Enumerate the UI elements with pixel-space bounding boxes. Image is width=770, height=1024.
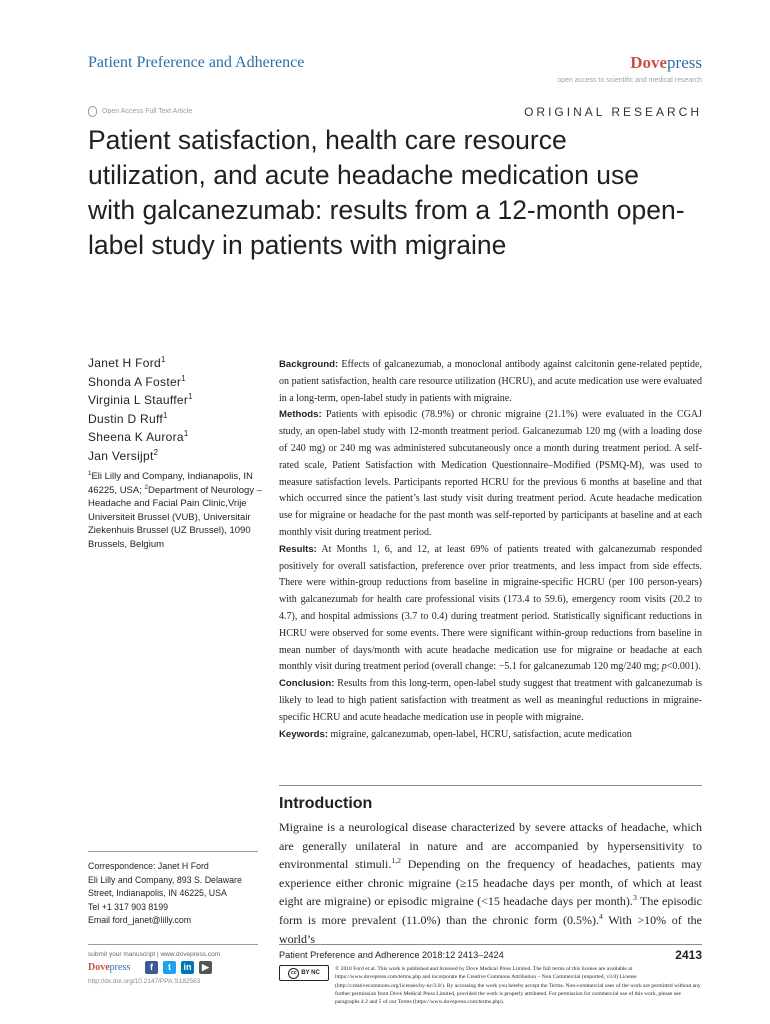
footer-publisher-logo[interactable] xyxy=(88,962,130,973)
author-name: Sheena K Aurora xyxy=(88,430,184,445)
section-divider xyxy=(279,785,702,786)
author-name: Jan Versijpt xyxy=(88,448,154,463)
twitter-icon[interactable]: t xyxy=(163,961,176,974)
open-access-lock-icon xyxy=(88,106,97,117)
affiliation-mark: 2 xyxy=(144,483,148,491)
abstract-results xyxy=(279,542,702,676)
article-title: Patient satisfaction, health care resource utilization, and acute headache medication use with galcanezumab: results from a 12-month open-label study in patients with migraine xyxy=(88,125,685,260)
abstract-conclusion xyxy=(279,676,702,726)
abstract-text: Effects of galcanezumab, a monoclonal antibody against calcitonin gene-related peptide, on patient satisfaction, health care resource utilization (HCRU), and acute medication use were evaluated in a long-term, open-label study in patients with migraine. xyxy=(279,359,702,404)
open-access-label xyxy=(88,106,192,117)
doi-link[interactable]: http://dx.doi.org/10.2147/PPA.S182563 xyxy=(88,978,201,985)
author xyxy=(88,447,258,466)
abstract-keywords xyxy=(279,727,702,744)
intro-sentence: The episodic form is more prevalent (11.0%) than the chronic form (0.5%). xyxy=(279,894,702,927)
correspondence-line: Tel +1 317 903 8199 xyxy=(88,901,168,912)
cc-icon: cc xyxy=(288,968,299,979)
citation-mark: 3 xyxy=(632,893,637,903)
journal-citation: Patient Preference and Adherence 2018:12 2413–2424 xyxy=(279,950,504,960)
affiliation-mark: 1 xyxy=(88,469,92,477)
author-name: Dustin D Ruff xyxy=(88,411,164,426)
author-affiliation-mark: 1 xyxy=(183,429,189,439)
abstract-background xyxy=(279,357,702,407)
correspondence-line: Street, Indianapolis, IN 46225, USA xyxy=(88,888,227,899)
publisher-tagline: open access to scientific and medical research xyxy=(557,77,702,84)
affiliation-text: Department of Neurology – Headache and Facial Pain Clinic,Vrije Universiteit Brussel (VUB), Universitair Ziekenhuis Brussel (UZ Brussel), 1090 Brussels, Belgium xyxy=(88,484,263,550)
footer-divider-right xyxy=(279,944,702,945)
author-affiliation-mark: 1 xyxy=(181,373,186,383)
abstract-text: Results from this long-term, open-label study suggest that treatment with galcanezumab is likely to lead to high patient satisfaction with treatment as well as meaningful reductions in migraine-specific HCRU and acute headache medication use in people with migraine. xyxy=(279,678,702,723)
author-list xyxy=(88,354,258,466)
author xyxy=(88,373,258,392)
article-category: ORIGINAL RESEARCH xyxy=(524,105,702,119)
author xyxy=(88,428,258,447)
intro-sentence: Migraine is a neurological disease characterized by severe attacks of headache, which are generally unilateral in nature and are accompanied by hypersensitivity to environmental stimuli. xyxy=(279,820,702,872)
abstract xyxy=(279,357,702,743)
author-name: Shonda A Foster xyxy=(88,374,182,389)
intro-sentence: With >10% of the world’s xyxy=(279,912,703,946)
affiliations xyxy=(88,470,263,551)
introduction-text xyxy=(279,818,702,948)
license-text: © 2018 Ford et al. This work is published and licensed by Dove Medical Press Limited. The full terms of this license are available at https://www.dovepress.com/terms.php and incorporate the Creative Commons Attribution – Non Commercial (unported, v3.0) License (http://creativecommons.org/licenses/by-nc/3.0/). By accessing the work you hereby accept the Terms. Non-commercial uses of the work are permitted without any further permission from Dove Medical Press Limited, provided the work is properly attributed. For permission for commercial use of this work, please see paragraphs 4.2 and 5 of our Terms (https://www.dovepress.com/terms.php). xyxy=(335,966,701,1006)
publisher-logo-press: press xyxy=(667,53,702,72)
intro-sentence: Depending on the frequency of headaches, patients may experience either chronic migraine (≥15 headache days per month, of which at least eight are migraine) or episodic migraine (<15 headache days per month). xyxy=(279,857,702,909)
linkedin-icon[interactable]: in xyxy=(181,961,194,974)
abstract-text: Patients with episodic (78.9%) or chronic migraine (21.1%) were evaluated in the CGAJ study, an open-label study with 12-month treatment period. Galcanezumab 120 mg (with a loading dose of 240 mg) or 240 mg was administered subcutaneously once a month during treatment period. A self-rated scale, Patient Satisfaction with Medication Questionnaire–Modified (PSMQ-M), was used to measure satisfaction levels. Participants reported HCRU for the previous 6 months at baseline and that which occurred since the patient’s last study visit during treatment period. Acute headache medication use for migraine or headache for the past month was self-reported by participants at baseline and at each monthly visit during treatment period. xyxy=(279,409,702,538)
license-block xyxy=(279,965,702,1006)
abstract-label: Conclusion: xyxy=(279,678,335,690)
author-name: Janet H Ford xyxy=(88,356,161,370)
abstract-methods xyxy=(279,407,702,541)
citation-mark: 4 xyxy=(599,911,603,921)
journal-name: Patient Preference and Adherence xyxy=(88,54,305,71)
author-name: Virginia L Stauffer xyxy=(88,393,189,408)
cc-label: BY NC xyxy=(301,969,320,976)
author-affiliation-mark: 1 xyxy=(188,392,193,402)
youtube-icon[interactable]: ▶ xyxy=(199,961,212,974)
abstract-label: Methods: xyxy=(279,409,322,421)
facebook-icon[interactable]: f xyxy=(145,961,158,974)
publisher-logo-dove: Dove xyxy=(630,53,668,72)
abstract-text: At Months 1, 6, and 12, at least 69% of patients treated with galcanezumab responded positively for overall satisfaction, preference over prior treatments, and less impact from side effects. There were within-group reductions from baseline in migraine-specific HCRU (per 100 person-years) with galcanezumab for health care professional visits (173.4 to 59.6), emergency room visits (20.2 to 4.7), and hospital admissions (3.7 to 0.4) during treatment period. Statistically significant reductions in HCRU were observed for some events. There were significant within-group reductions from baseline in mean number of days/month with acute headache medication use for migraine or headache at each monthly visit during treatment period (overall change: −5.1 for galcanezumab 120 mg/240 mg; xyxy=(279,543,702,673)
submit-manuscript-link[interactable]: submit your manuscript | www.dovepress.com xyxy=(88,951,221,958)
author xyxy=(88,391,258,410)
abstract-text: migraine, galcanezumab, open-label, HCRU, satisfaction, acute medication xyxy=(328,728,632,740)
author xyxy=(88,354,258,373)
introduction-heading: Introduction xyxy=(279,795,373,812)
publisher-logo[interactable] xyxy=(630,53,702,73)
footer-logo-press: press xyxy=(109,962,131,973)
correspondence-line: Eli Lilly and Company, 893 S. Delaware xyxy=(88,874,242,885)
abstract-label: Keywords: xyxy=(279,728,329,740)
author-affiliation-mark: 1 xyxy=(160,355,166,364)
author xyxy=(88,410,258,429)
affiliation-text: Eli Lilly and Company, Indianapolis, IN 46225, USA; xyxy=(88,471,253,496)
abstract-text: <0.001). xyxy=(666,661,701,673)
abstract-label: Background: xyxy=(279,359,339,370)
page-number: 2413 xyxy=(675,948,702,962)
open-access-text: Open Access Full Text Article xyxy=(102,108,193,115)
author-affiliation-mark: 2 xyxy=(153,447,159,457)
creative-commons-badge[interactable] xyxy=(279,965,329,981)
correspondence xyxy=(88,860,258,928)
abstract-label: Results: xyxy=(279,543,317,555)
correspondence-line: Correspondence: Janet H Ford xyxy=(88,861,209,871)
abstract-p-symbol: p xyxy=(661,661,667,673)
citation-mark: 1,2 xyxy=(391,856,402,866)
footer-logo-dove: Dove xyxy=(88,962,110,973)
social-links xyxy=(145,961,212,974)
correspondence-email[interactable]: Email ford_janet@lilly.com xyxy=(88,915,192,926)
author-affiliation-mark: 1 xyxy=(163,410,168,420)
correspondence-divider xyxy=(88,851,258,852)
footer-divider-left xyxy=(88,944,258,945)
